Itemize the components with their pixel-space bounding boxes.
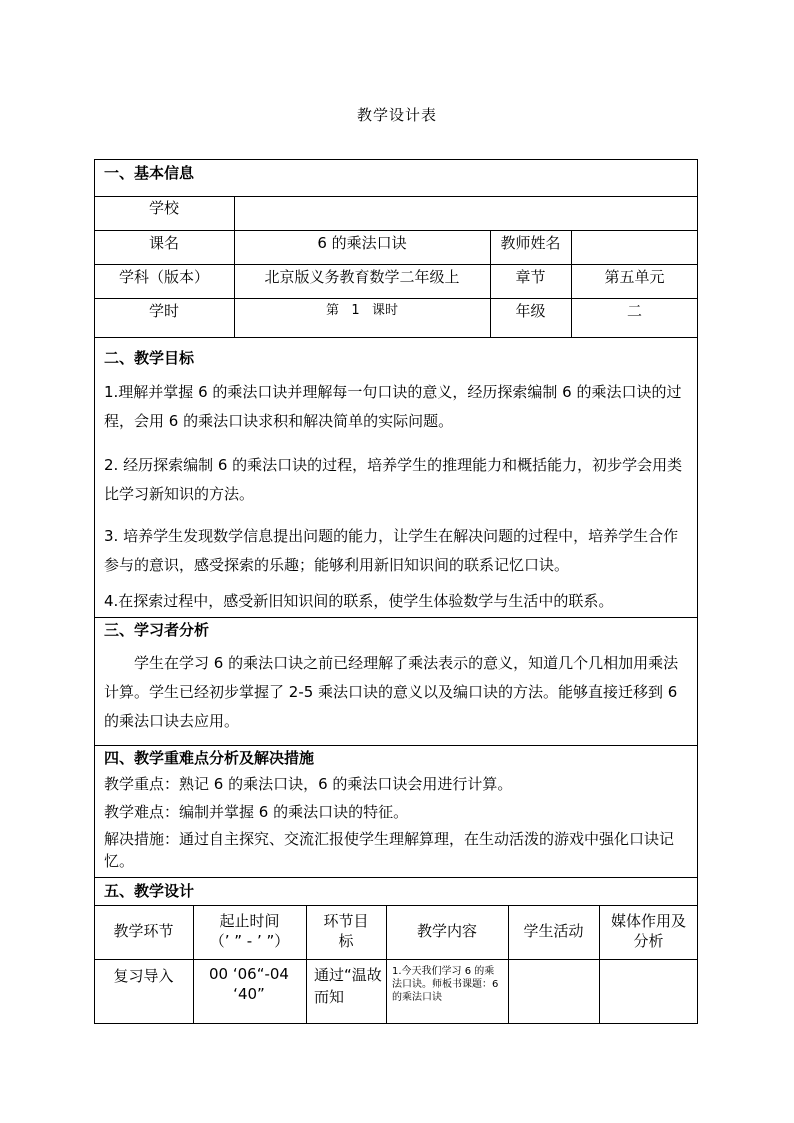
hours-value: 第 1 课时 (325, 303, 399, 318)
section-heading-basic: 一、基本信息 (104, 164, 195, 182)
row-divider (94, 905, 698, 906)
subject-value: 北京版义务教育数学二年级上 (264, 268, 460, 286)
column-header-time-line1: 起止时间 (219, 912, 280, 930)
solution-measures: 解决措施：通过自主探究、交流汇报使学生理解算理，在生动活泼的游戏中强化口诀记忆。 (104, 830, 675, 870)
goal-item: 4.在探索过程中，感受新旧知识间的联系，使学生体验数学与生活中的联系。 (104, 592, 614, 610)
column-header-stage: 教学环节 (113, 922, 174, 940)
table-cell-time: 00 ‘06“-04 ‘40” (209, 965, 289, 1003)
school-label: 学校 (148, 199, 179, 217)
column-header-goal-line2: 标 (338, 932, 354, 950)
lesson-value: 6 的乘法口诀 (317, 234, 407, 252)
row-divider (94, 959, 698, 960)
grade-label: 年级 (515, 302, 546, 320)
column-header-content: 教学内容 (416, 922, 477, 940)
page-title: 教学设计表 (356, 106, 437, 124)
column-header-goal-line1: 环节目 (323, 912, 369, 930)
section-heading-learner: 三、学习者分析 (104, 621, 210, 639)
row-divider (94, 264, 698, 265)
subject-label: 学科（版本） (118, 268, 209, 286)
section-heading-keypoints: 四、教学重难点分析及解决措施 (104, 749, 315, 767)
section-divider (94, 337, 698, 338)
goal-item: 2. 经历探索编制 6 的乘法口诀的过程，培养学生的推理能力和概括能力，初步学会用类比学习新知识的方法。 (104, 456, 683, 503)
section-divider (94, 617, 698, 618)
table-cell-content: 1.今天我们学习 6 的乘法口诀。师板书课题：6 的乘法口诀 (392, 966, 499, 1003)
teacher-label: 教师姓名 (500, 234, 561, 252)
teaching-difficulty: 教学难点：编制并掌握 6 的乘法口诀的特征。 (104, 803, 409, 821)
goal-item: 3. 培养学生发现数学信息提出问题的能力，让学生在解决问题的过程中，培养学生合作参与的意识，感受探索的乐趣；能够利用新旧知识间的联系记忆口诀。 (104, 527, 679, 574)
row-divider (94, 230, 698, 231)
section-divider (94, 877, 698, 878)
column-header-time-line2: （’ ” - ’ ”） (209, 932, 290, 950)
section-divider (94, 745, 698, 746)
hours-label: 学时 (148, 302, 179, 320)
chapter-value: 第五单元 (604, 268, 665, 286)
row-divider (94, 196, 698, 197)
column-header-media-line2: 分析 (633, 932, 664, 950)
goal-item: 1.理解并掌握 6 的乘法口诀并理解每一句口诀的意义，经历探索编制 6 的乘法口诀的过程，会用 6 的乘法口诀求积和解决简单的实际问题。 (104, 383, 682, 430)
grade-value: 二 (626, 302, 642, 320)
row-divider (94, 298, 698, 299)
table-cell-stage: 复习导入 (113, 967, 174, 985)
learner-text: 学生在学习 6 的乘法口诀之前已经理解了乘法表示的意义，知道几个几相加用乘法计算。学生已经初步掌握了 2-5 乘法口诀的意义以及编口诀的方法。能够直接迁移到 6 的乘法口诀去应用。 (104, 654, 679, 730)
section-heading-goals: 二、教学目标 (104, 349, 195, 367)
chapter-label: 章节 (515, 268, 546, 286)
table-cell-goal: 通过“温故而知 (314, 966, 382, 1006)
column-header-activity: 学生活动 (523, 922, 584, 940)
section-heading-design: 五、教学设计 (104, 882, 195, 900)
teaching-focus: 教学重点：熟记 6 的乘法口诀，6 的乘法口诀会用进行计算。 (104, 775, 513, 793)
column-header-media-line1: 媒体作用及 (610, 912, 686, 930)
lesson-label: 课名 (148, 234, 179, 252)
